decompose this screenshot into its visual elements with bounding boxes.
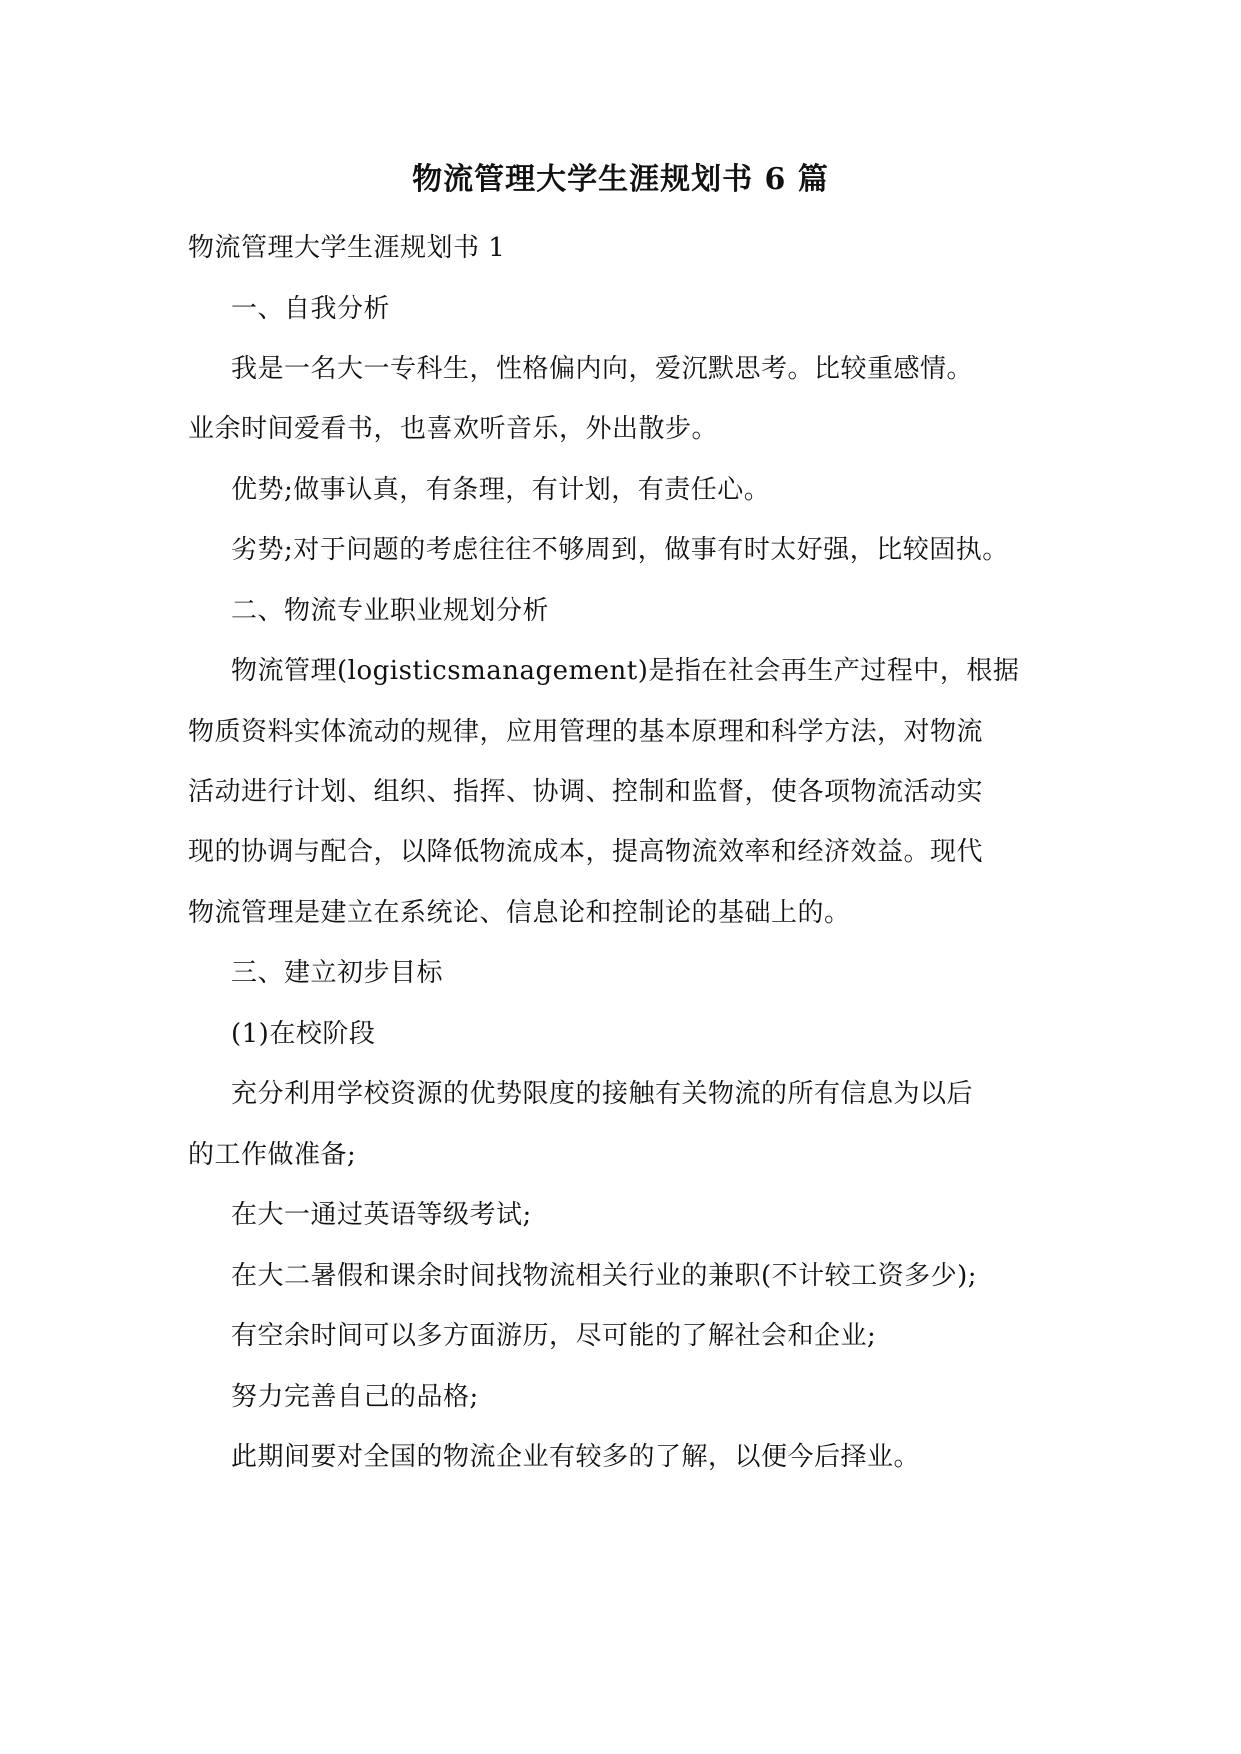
paragraph-line: 物质资料实体流动的规律，应用管理的基本原理和科学方法，对物流: [188, 717, 984, 747]
document-title: 物流管理大学生涯规划书 6 篇: [412, 162, 829, 197]
paragraph-line: 的工作做准备;: [188, 1140, 357, 1170]
subsection-heading: (1)在校阶段: [231, 1019, 376, 1049]
paragraph-line: 有空余时间可以多方面游历，尽可能的了解社会和企业;: [231, 1321, 877, 1351]
subsection-heading: 一、自我分析: [231, 294, 391, 324]
paragraph-line: 物流管理是建立在系统论、信息论和控制论的基础上的。: [188, 898, 851, 928]
paragraph-line: 我是一名大一专科生，性格偏内向，爱沉默思考。比较重感情。: [231, 354, 974, 384]
subsection-heading: 二、物流专业职业规划分析: [231, 596, 550, 626]
paragraph-line: 努力完善自己的品格;: [231, 1382, 479, 1412]
paragraph-line: 现的协调与配合，以降低物流成本，提高物流效率和经济效益。现代: [188, 837, 984, 867]
paragraph-line: 活动进行计划、组织、指挥、协调、控制和监督，使各项物流活动实: [188, 777, 984, 807]
paragraph-line: 物流管理(logisticsmanagement)是指在社会再生产过程中，根据: [231, 656, 1020, 686]
paragraph-line: 在大二暑假和课余时间找物流相关行业的兼职(不计较工资多少);: [231, 1261, 978, 1291]
section-heading: 物流管理大学生涯规划书 1: [188, 233, 506, 263]
paragraph-line: 业余时间爱看书，也喜欢听音乐，外出散步。: [188, 414, 719, 444]
paragraph-line: 此期间要对全国的物流企业有较多的了解，以便今后择业。: [231, 1442, 921, 1472]
paragraph-line: 劣势;对于问题的考虑往往不够周到，做事有时太好强，比较固执。: [231, 535, 1009, 565]
subsection-heading: 三、建立初步目标: [231, 958, 444, 988]
paragraph-line: 在大一通过英语等级考试;: [231, 1200, 532, 1230]
paragraph-line: 充分利用学校资源的优势限度的接触有关物流的所有信息为以后: [231, 1079, 974, 1109]
paragraph-line: 优势;做事认真，有条理，有计划，有责任心。: [231, 475, 771, 505]
